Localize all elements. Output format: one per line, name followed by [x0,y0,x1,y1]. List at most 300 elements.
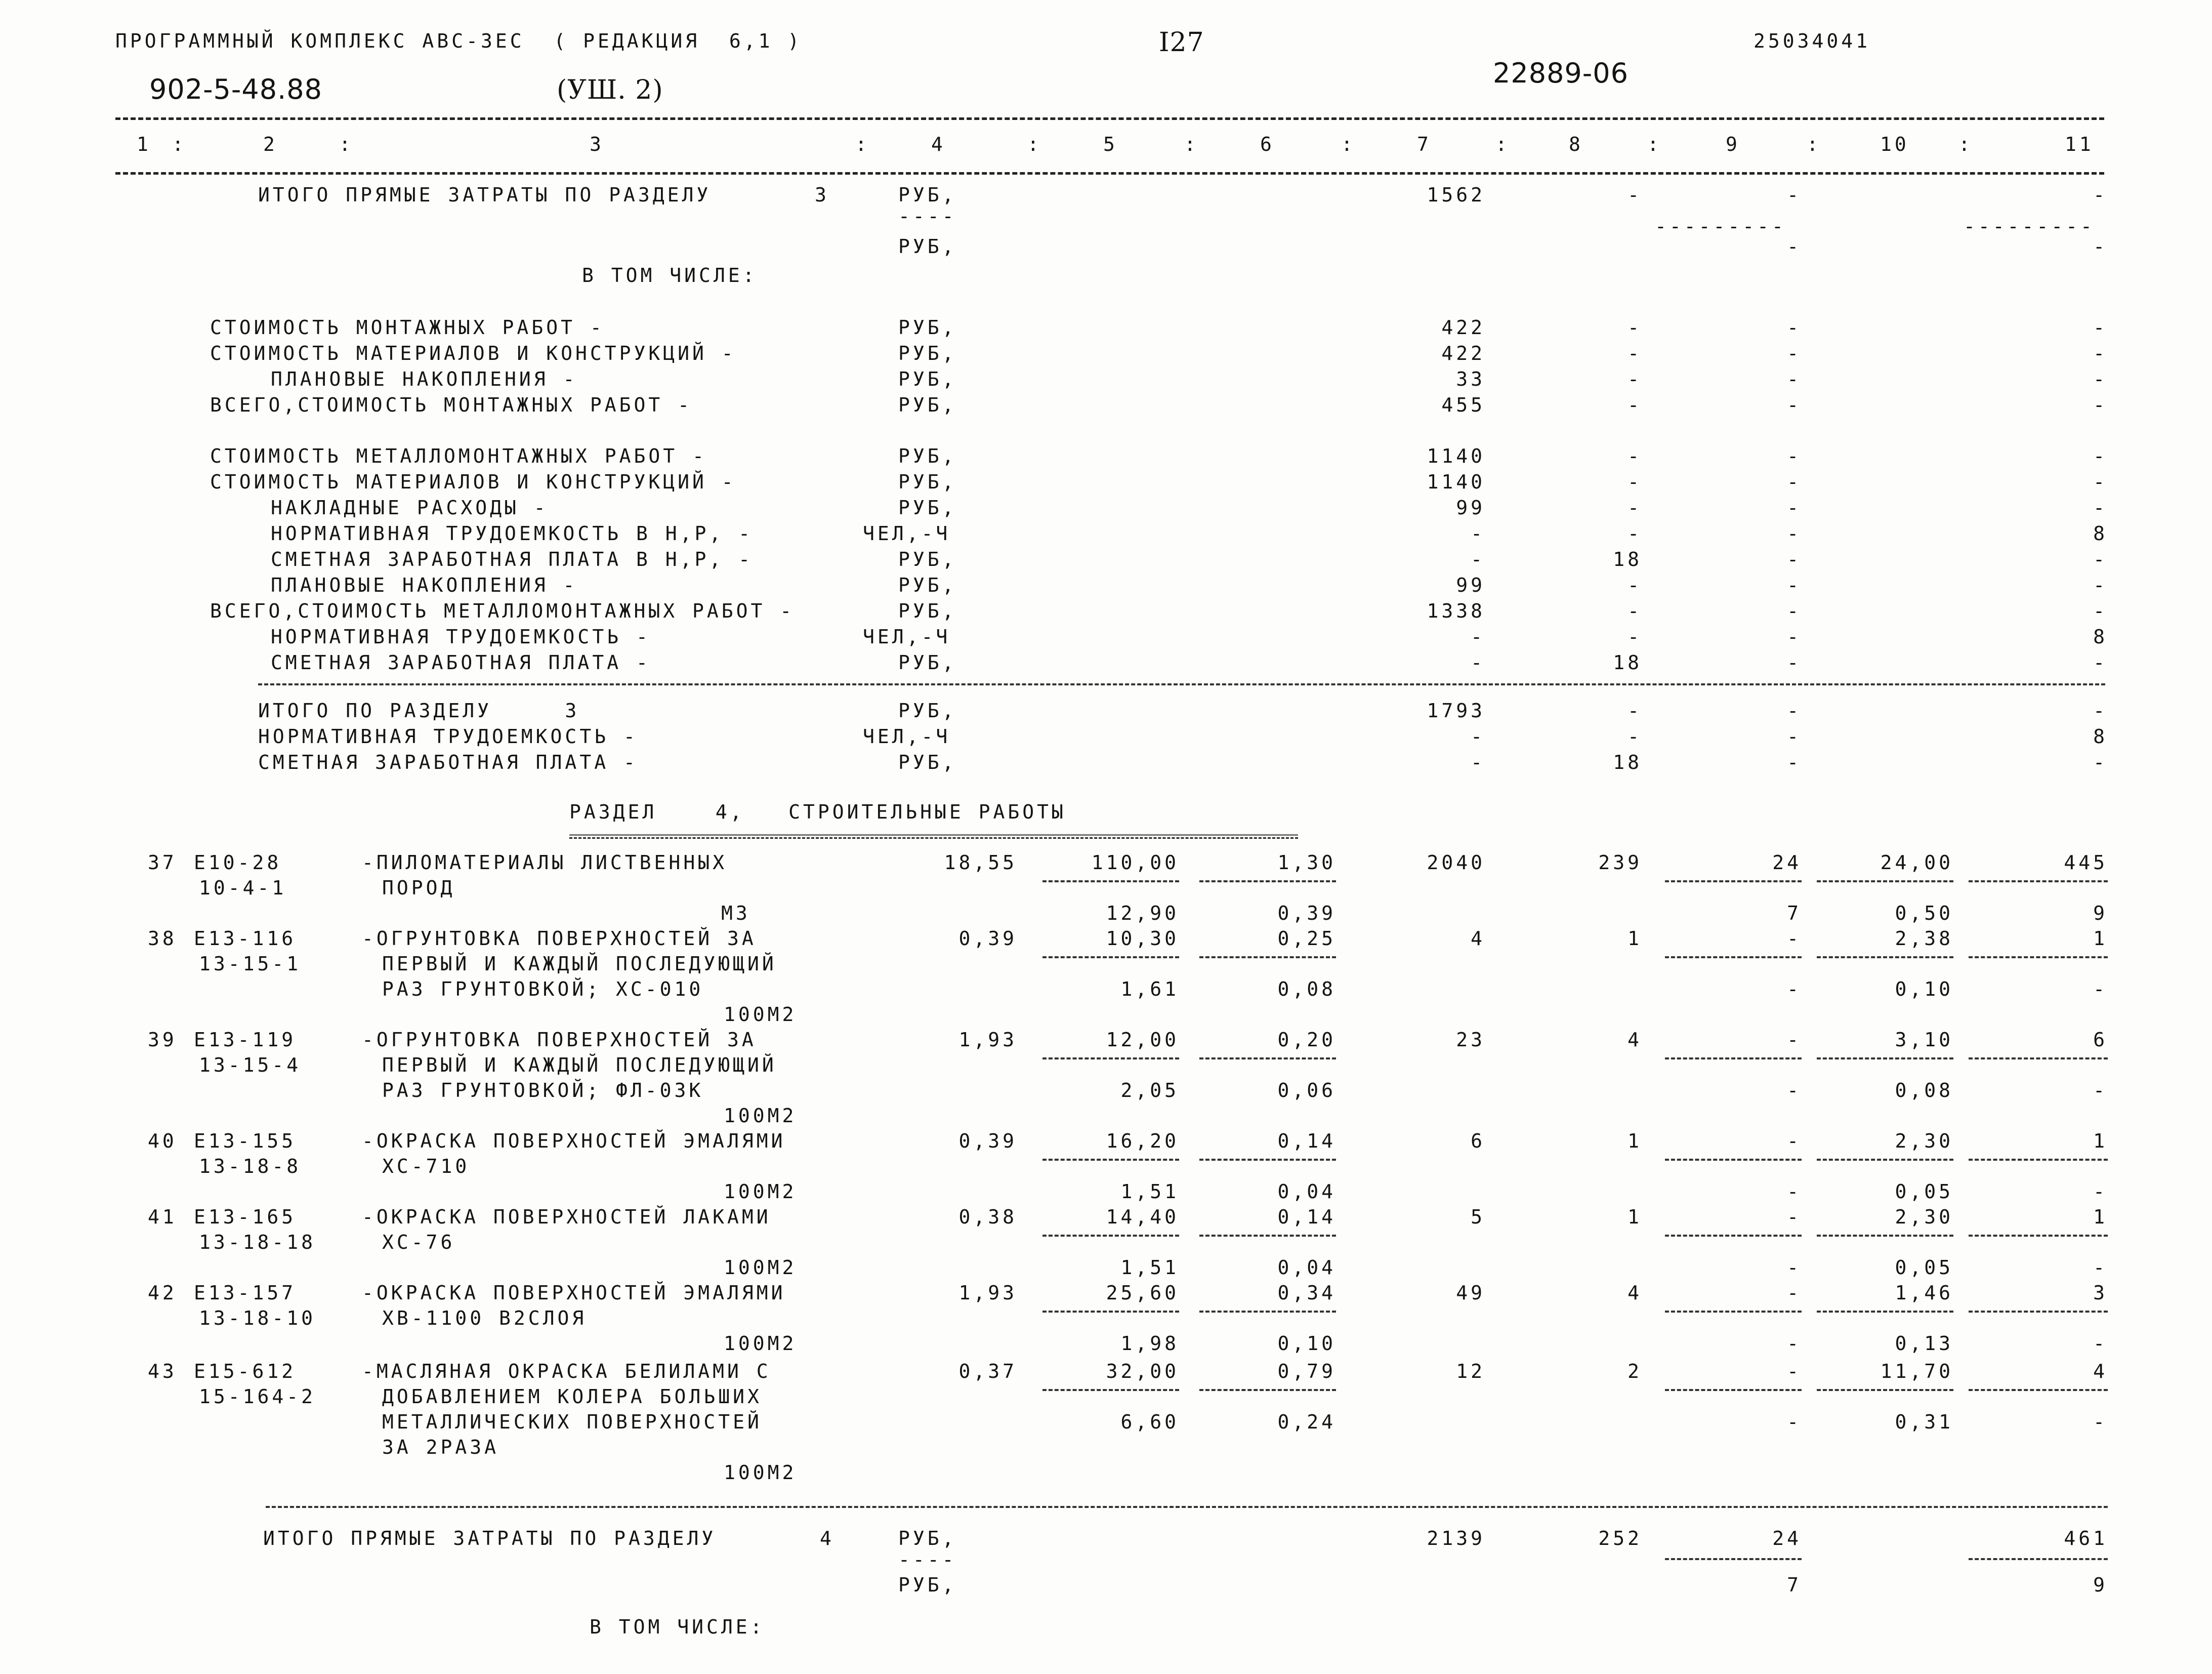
value-c8: 2 [1627,1360,1642,1382]
value-c4: 0,39 [958,1130,1017,1152]
value-c11: 9 [2093,902,2108,924]
value-c6: 0,14 [1277,1206,1336,1228]
value-c9: 24 [1772,1527,1802,1549]
value-c5: 10,30 [1106,927,1179,950]
cell-rule [1042,1235,1179,1237]
value-c9: - [1787,1079,1802,1101]
program-title: ПРОГРАММНЫЙ КОМПЛЕКС АВС-3ЕС ( РЕДАКЦИЯ 6,1 ) [115,30,803,52]
value-c11: - [2093,600,2108,622]
value-c11: - [2093,978,2108,1000]
column-number: 5 [1103,133,1118,155]
unit-cell: ЧЕЛ,-Ч [863,522,951,545]
value-c7: 99 [1456,497,1485,519]
volume-label: (УШ. 2) [557,75,663,105]
rate-code: Е10-28 [194,851,282,874]
item-name-line: -ОКРАСКА ПОВЕРХНОСТЕЙ ЭМАЛЯМИ [362,1282,786,1304]
breakdown-label: ВСЕГО,СТОИМОСТЬ МОНТАЖНЫХ РАБОТ - [210,394,692,416]
value-c10: 2,30 [1895,1130,1953,1152]
column-separator: : [1807,133,1821,155]
item-number: 39 [148,1029,177,1051]
value-c9: - [1787,497,1802,519]
column-separator: : [1341,133,1356,155]
value-c7: 1793 [1427,700,1485,722]
value-c10: 11,70 [1880,1360,1953,1382]
value-c11: - [2093,1079,2108,1101]
value-c8: - [1627,574,1642,596]
value-c6: 0,06 [1277,1079,1336,1101]
value-c9: - [1787,927,1802,950]
value-rule: --------- [1964,215,2095,237]
item-number: 37 [148,851,177,874]
cell-rule [1665,1235,1802,1237]
value-c7: 455 [1441,394,1485,416]
value-c10: 0,08 [1895,1079,1953,1101]
cell-rule [1199,1311,1336,1313]
item-name-line: ХС-710 [382,1155,470,1177]
value-c7: 1338 [1427,600,1485,622]
breakdown-label: ПЛАНОВЫЕ НАКОПЛЕНИЯ - [271,368,578,390]
value-c8: - [1627,471,1642,493]
value-c9: - [1787,548,1802,570]
value-rule: --------- [1655,215,1786,237]
value-c6: 0,04 [1277,1256,1336,1279]
value-c9: - [1787,1360,1802,1382]
cell-rule [1817,1311,1953,1313]
breakdown-label: НОРМАТИВНАЯ ТРУДОЕМКОСТЬ В Н,Р, - [271,522,753,545]
section-number: 3 [815,184,829,206]
column-separator: : [339,133,354,155]
item-name-line: РАЗ ГРУНТОВКОЙ; ХС-010 [382,978,704,1000]
value-c5: 6,60 [1120,1411,1179,1433]
value-c9: - [1787,342,1802,364]
breakdown-label: НОРМАТИВНАЯ ТРУДОЕМКОСТЬ - [271,626,651,648]
rate-code-secondary: 13-15-4 [199,1054,302,1076]
item-name-line: -ОГРУНТОВКА ПОВЕРХНОСТЕЙ ЗА [362,927,757,950]
value-c11: - [2093,751,2108,773]
unit-cell: РУБ, [898,342,957,364]
unit-cell: РУБ, [898,316,957,339]
value-c5: 1,98 [1120,1332,1179,1355]
value-c11: 1 [2093,1130,2108,1152]
value-c6: 0,34 [1277,1282,1336,1304]
value-c8: 1 [1627,927,1642,950]
breakdown-label: НАКЛАДНЫЕ РАСХОДЫ - [271,497,549,519]
value-c7: 1140 [1427,471,1485,493]
value-c9: - [1787,1411,1802,1433]
value-c5: 32,00 [1106,1360,1179,1382]
value-c11: - [2093,700,2108,722]
document-code: 25034041 [1754,30,1871,52]
value-c6: 1,30 [1277,851,1336,874]
unit-cell: ЧЕЛ,-Ч [863,626,951,648]
unit-cell: РУБ, [898,184,957,206]
value-c9: - [1787,600,1802,622]
unit-rule: ---- [898,205,957,227]
value-c11: 461 [2064,1527,2108,1549]
unit-cell: РУБ, [898,445,957,467]
unit-of-measure: 100М2 [724,1332,797,1355]
cell-rule [1969,1057,2108,1059]
including-label: В ТОМ ЧИСЛЕ: [582,264,758,287]
column-number: 2 [263,133,278,155]
value-c9: - [1787,394,1802,416]
section4-total-rule [266,1506,2108,1508]
unit-of-measure: 100М2 [724,1105,797,1127]
cell-rule [1969,1159,2108,1161]
value-c10: 0,50 [1895,902,1953,924]
item-name-line: -ОКРАСКА ПОВЕРХНОСТЕЙ ЛАКАМИ [362,1206,771,1228]
value-c6: 0,08 [1277,978,1336,1000]
column-number: 8 [1569,133,1583,155]
item-number: 38 [148,927,177,950]
rate-code: Е15-612 [194,1360,297,1382]
value-c9: - [1787,1256,1802,1279]
value-c8: 1 [1627,1130,1642,1152]
breakdown-label: ПЛАНОВЫЕ НАКОПЛЕНИЯ - [271,574,578,596]
value-c11: - [2093,394,2108,416]
value-c9: - [1787,725,1802,748]
section3-total-rule [258,683,2105,685]
value-c5: 1,61 [1120,978,1179,1000]
unit-cell: ЧЕЛ,-Ч [863,725,951,748]
value-c11: 9 [2093,1574,2108,1596]
rate-code-secondary: 13-18-10 [199,1307,316,1329]
value-c7: 422 [1441,342,1485,364]
value-c5: 16,20 [1106,1130,1179,1152]
value-c8: 239 [1598,851,1642,874]
value-c7: 1562 [1427,184,1485,206]
rate-code: Е13-119 [194,1029,297,1051]
value-c8: 18 [1613,751,1642,773]
project-code: 902-5-48.88 [149,73,322,105]
value-c9: - [1787,235,1802,258]
item-name-line: ХВ-1100 В2СЛОЯ [382,1307,587,1329]
cell-rule [1817,880,1953,882]
value-c8: - [1627,497,1642,519]
column-number: 10 [1880,133,1909,155]
value-c10: 24,00 [1880,851,1953,874]
cell-rule [1969,1389,2108,1391]
page-number: I27 [1159,27,1204,58]
rate-code-secondary: 13-15-1 [199,953,302,975]
column-number: 1 [137,133,151,155]
value-c11: 6 [2093,1029,2108,1051]
rate-code-secondary: 13-18-8 [199,1155,302,1177]
value-c9: - [1787,1282,1802,1304]
cell-rule [1665,1057,1802,1059]
item-name-line: ЗА 2РАЗА [382,1436,499,1458]
item-name-line: ПЕРВЫЙ И КАЖДЫЙ ПОСЛЕДУЮЩИЙ [382,953,777,975]
unit-cell: РУБ, [898,497,957,519]
cell-rule [1042,1159,1179,1161]
row-label: ИТОГО ПРЯМЫЕ ЗАТРАТЫ ПО РАЗДЕЛУ [263,1527,717,1549]
value-c11: - [2093,342,2108,364]
rate-code-secondary: 10-4-1 [199,877,287,899]
unit-of-measure: 100М2 [724,1180,797,1203]
value-c4: 1,93 [958,1029,1017,1051]
item-number: 41 [148,1206,177,1228]
unit-cell: РУБ, [898,751,957,773]
unit-of-measure: 100М2 [724,1003,797,1026]
cell-rule [1665,1311,1802,1313]
value-c7: - [1471,651,1485,674]
top-rule [115,117,2104,120]
value-c9: - [1787,700,1802,722]
cell-rule [1969,956,2108,958]
value-c9: - [1787,1332,1802,1355]
breakdown-label: СТОИМОСТЬ МЕТАЛЛОМОНТАЖНЫХ РАБОТ - [210,445,707,467]
value-c9: - [1787,1130,1802,1152]
value-c9: - [1787,184,1802,206]
value-c9: 7 [1787,902,1802,924]
handwritten-number: 22889-06 [1493,57,1629,89]
column-separator: : [1184,133,1199,155]
value-c8: - [1627,445,1642,467]
value-c9: 24 [1772,851,1802,874]
value-c11: - [2093,184,2108,206]
value-c7: 12 [1456,1360,1485,1382]
cell-rule [1199,1235,1336,1237]
item-name-line: РАЗ ГРУНТОВКОЙ; ФЛ-03К [382,1079,704,1101]
cell-rule [1817,1159,1953,1161]
value-c8: 18 [1613,548,1642,570]
value-c11: 4 [2093,1360,2108,1382]
value-c9: - [1787,978,1802,1000]
cell-rule [1665,1558,1802,1560]
item-name-line: -ОКРАСКА ПОВЕРХНОСТЕЙ ЭМАЛЯМИ [362,1130,786,1152]
value-c11: 445 [2064,851,2108,874]
value-c8: - [1627,368,1642,390]
total-label: СМЕТНАЯ ЗАРАБОТНАЯ ПЛАТА - [258,751,638,773]
value-c9: - [1787,445,1802,467]
value-c11: - [2093,574,2108,596]
value-c7: 4 [1471,927,1485,950]
unit-cell: РУБ, [898,574,957,596]
cell-rule [1969,1235,2108,1237]
value-c7: - [1471,548,1485,570]
value-c5: 14,40 [1106,1206,1179,1228]
value-c7: 2139 [1427,1527,1485,1549]
unit-of-measure: 100М2 [724,1256,797,1279]
value-c11: 8 [2093,626,2108,648]
cell-rule [1042,1389,1179,1391]
value-c4: 18,55 [944,851,1017,874]
item-number: 40 [148,1130,177,1152]
cell-rule [1969,1311,2108,1313]
item-name-line: -МАСЛЯНАЯ ОКРАСКА БЕЛИЛАМИ С [362,1360,771,1382]
column-separator: : [855,133,870,155]
value-c8: - [1627,700,1642,722]
cell-rule [1042,1057,1179,1059]
value-c6: 0,24 [1277,1411,1336,1433]
column-number: 11 [2065,133,2094,155]
value-c11: 1 [2093,1206,2108,1228]
value-c8: 1 [1627,1206,1642,1228]
value-c8: - [1627,394,1642,416]
column-separator: : [1495,133,1510,155]
value-c6: 0,20 [1277,1029,1336,1051]
value-c7: 23 [1456,1029,1485,1051]
value-c6: 0,04 [1277,1180,1336,1203]
unit-cell: РУБ, [898,600,957,622]
cell-rule [1199,1389,1336,1391]
item-name-line: ПЕРВЫЙ И КАЖДЫЙ ПОСЛЕДУЮЩИЙ [382,1054,777,1076]
value-c11: - [2093,497,2108,519]
value-c11: 8 [2093,522,2108,545]
breakdown-label: СТОИМОСТЬ МАТЕРИАЛОВ И КОНСТРУКЦИЙ - [210,471,736,493]
item-name-line: -ПИЛОМАТЕРИАЛЫ ЛИСТВЕННЫХ [362,851,727,874]
value-c9: - [1787,471,1802,493]
value-c7: 99 [1456,574,1485,596]
cell-rule [1665,956,1802,958]
value-c4: 0,37 [958,1360,1017,1382]
rate-code-secondary: 13-18-18 [199,1231,316,1253]
value-c8: 4 [1627,1029,1642,1051]
column-separator: : [172,133,187,155]
cell-rule [1665,880,1802,882]
cell-rule [1817,1057,1953,1059]
item-name-line: ПОРОД [382,877,455,899]
breakdown-label: СМЕТНАЯ ЗАРАБОТНАЯ ПЛАТА - [271,651,651,674]
value-c8: - [1627,184,1642,206]
total-label: ИТОГО ПО РАЗДЕЛУ 3 [258,700,580,722]
value-c10: 2,30 [1895,1206,1953,1228]
value-c9: - [1787,751,1802,773]
unit-cell: РУБ, [898,235,957,258]
value-c10: 0,05 [1895,1256,1953,1279]
column-number: 9 [1726,133,1740,155]
value-c8: - [1627,522,1642,545]
value-c4: 0,39 [958,927,1017,950]
column-number: 3 [590,133,604,155]
cell-rule [1042,1311,1179,1313]
value-c7: - [1471,751,1485,773]
column-number: 6 [1260,133,1275,155]
value-c6: 0,39 [1277,902,1336,924]
value-c5: 1,51 [1120,1256,1179,1279]
cell-rule [1199,880,1336,882]
cell-rule [1042,880,1179,882]
value-c9: - [1787,1029,1802,1051]
value-c11: - [2093,445,2108,467]
value-c5: 110,00 [1091,851,1179,874]
cell-rule [1665,1389,1802,1391]
cell-rule [1199,1057,1336,1059]
value-c7: 49 [1456,1282,1485,1304]
unit-cell: РУБ, [898,1527,957,1549]
value-c11: 3 [2093,1282,2108,1304]
value-c10: 2,38 [1895,927,1953,950]
value-c8: 18 [1613,651,1642,674]
unit-rule: ---- [898,1548,957,1571]
unit-cell: РУБ, [898,651,957,674]
value-c9: - [1787,316,1802,339]
unit-cell: РУБ, [898,394,957,416]
value-c10: 1,46 [1895,1282,1953,1304]
value-c7: 1140 [1427,445,1485,467]
cell-rule [1665,1159,1802,1161]
value-c7: - [1471,626,1485,648]
value-c9: 7 [1787,1574,1802,1596]
section-title-underline [569,834,1298,839]
value-c5: 12,90 [1106,902,1179,924]
breakdown-label: ВСЕГО,СТОИМОСТЬ МЕТАЛЛОМОНТАЖНЫХ РАБОТ - [210,600,795,622]
item-number: 43 [148,1360,177,1382]
unit-cell: РУБ, [898,1574,957,1596]
cell-rule [1199,1159,1336,1161]
value-c11: - [2093,1180,2108,1203]
value-c10: 0,05 [1895,1180,1953,1203]
value-c6: 0,79 [1277,1360,1336,1382]
cell-rule [1817,1389,1953,1391]
value-c9: - [1787,626,1802,648]
value-c11: - [2093,651,2108,674]
rate-code-secondary: 15-164-2 [199,1385,316,1408]
cell-rule [1042,956,1179,958]
value-c7: - [1471,725,1485,748]
value-c5: 1,51 [1120,1180,1179,1203]
section-title: РАЗДЕЛ 4, СТРОИТЕЛЬНЫЕ РАБОТЫ [569,801,1066,823]
value-c5: 12,00 [1106,1029,1179,1051]
value-c8: - [1627,342,1642,364]
value-c11: - [2093,548,2108,570]
rate-code: Е13-157 [194,1282,297,1304]
column-number: 4 [931,133,946,155]
item-name-line: -ОГРУНТОВКА ПОВЕРХНОСТЕЙ ЗА [362,1029,757,1051]
value-c7: 2040 [1427,851,1485,874]
cell-rule [1817,1235,1953,1237]
breakdown-label: СТОИМОСТЬ МАТЕРИАЛОВ И КОНСТРУКЦИЙ - [210,342,736,364]
unit-of-measure: 100М2 [724,1461,797,1484]
value-c7: 422 [1441,316,1485,339]
row-label: ИТОГО ПРЯМЫЕ ЗАТРАТЫ ПО РАЗДЕЛУ [258,184,712,206]
value-c9: - [1787,368,1802,390]
cell-rule [1817,956,1953,958]
value-c9: - [1787,651,1802,674]
rate-code: Е13-116 [194,927,297,950]
value-c11: - [2093,1256,2108,1279]
value-c10: 0,31 [1895,1411,1953,1433]
total-label: НОРМАТИВНАЯ ТРУДОЕМКОСТЬ - [258,725,638,748]
value-c8: - [1627,316,1642,339]
value-c6: 0,25 [1277,927,1336,950]
column-separator: : [1027,133,1042,155]
unit-cell: РУБ, [898,368,957,390]
value-c11: - [2093,1332,2108,1355]
header-rule [115,172,2104,175]
value-c9: - [1787,574,1802,596]
cell-rule [1969,1558,2108,1560]
item-number: 42 [148,1282,177,1304]
value-c10: 3,10 [1895,1029,1953,1051]
rate-code: Е13-165 [194,1206,297,1228]
unit-of-measure: М3 [721,902,750,924]
value-c4: 0,38 [958,1206,1017,1228]
value-c11: - [2093,1411,2108,1433]
value-c5: 25,60 [1106,1282,1179,1304]
value-c8: - [1627,626,1642,648]
item-name-line: МЕТАЛЛИЧЕСКИХ ПОВЕРХНОСТЕЙ [382,1411,762,1433]
value-c6: 0,14 [1277,1130,1336,1152]
value-c4: 1,93 [958,1282,1017,1304]
item-name-line: ДОБАВЛЕНИЕМ КОЛЕРА БОЛЬШИХ [382,1385,762,1408]
value-c5: 2,05 [1120,1079,1179,1101]
value-c11: - [2093,471,2108,493]
unit-cell: РУБ, [898,700,957,722]
value-c8: - [1627,600,1642,622]
unit-cell: РУБ, [898,471,957,493]
rate-code: Е13-155 [194,1130,297,1152]
